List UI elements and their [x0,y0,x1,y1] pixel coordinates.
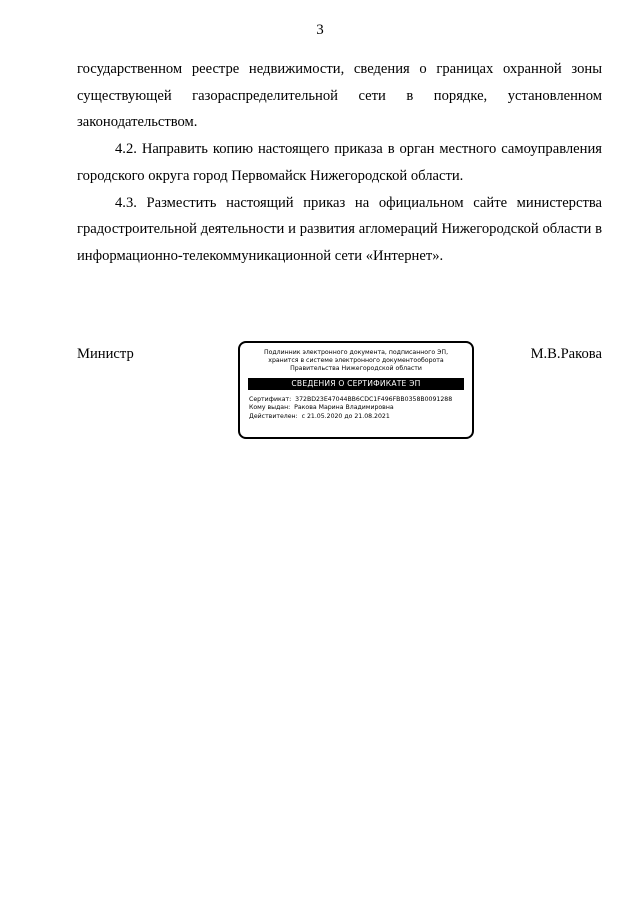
paragraph-continuation: государственном реестре недвижимости, сведения о границах охранной зоны существующей газораспределительной сети в порядке, установленном законодательством. [77,61,602,131]
signer-name: М.В.Ракова [530,346,602,362]
stamp-valid-value: с 21.05.2020 до 21.08.2021 [301,412,390,420]
stamp-header-line: Подлинник электронного документа, подписанного ЭП, [263,349,449,356]
signer-position: Министр [77,346,134,362]
stamp-certificate-value: 372BD23E47044BB6CDC1F496FBB0358B0091288 [295,396,453,403]
stamp-details [249,396,472,421]
stamp-certificate-row [249,396,472,404]
stamp-valid-row [249,413,472,421]
paragraph-4-3: 4.3. Разместить настоящий приказ на официальном сайте министерства градостроительной деятельности и развития агломераций Нижегородской области в информационно-телекоммуникационной сети «Интернет». [77,194,602,264]
document-body [77,56,602,270]
paragraph-4-2: 4.2. Направить копию настоящего приказа в орган местного самоуправления городского округа город Первомайск Нижегородской области. [77,141,602,184]
stamp-certificate-label: Сертификат: [249,396,294,403]
stamp-issued-to-value: Ракова Марина Владимировна [294,404,394,412]
signature-block [77,344,602,454]
stamp-header-line: хранится в системе электронного документооборота [268,357,444,364]
stamp-header [240,349,472,373]
stamp-valid-label: Действителен: [249,412,300,420]
stamp-header-line: Правительства Нижегородской области [290,365,422,372]
electronic-signature-stamp [238,341,474,439]
page-number: 3 [316,22,324,38]
stamp-issued-to-row [249,404,472,412]
stamp-certificate-band: СВЕДЕНИЯ О СЕРТИФИКАТЕ ЭП [248,378,464,390]
stamp-issued-to-label: Кому выдан: [249,404,293,412]
